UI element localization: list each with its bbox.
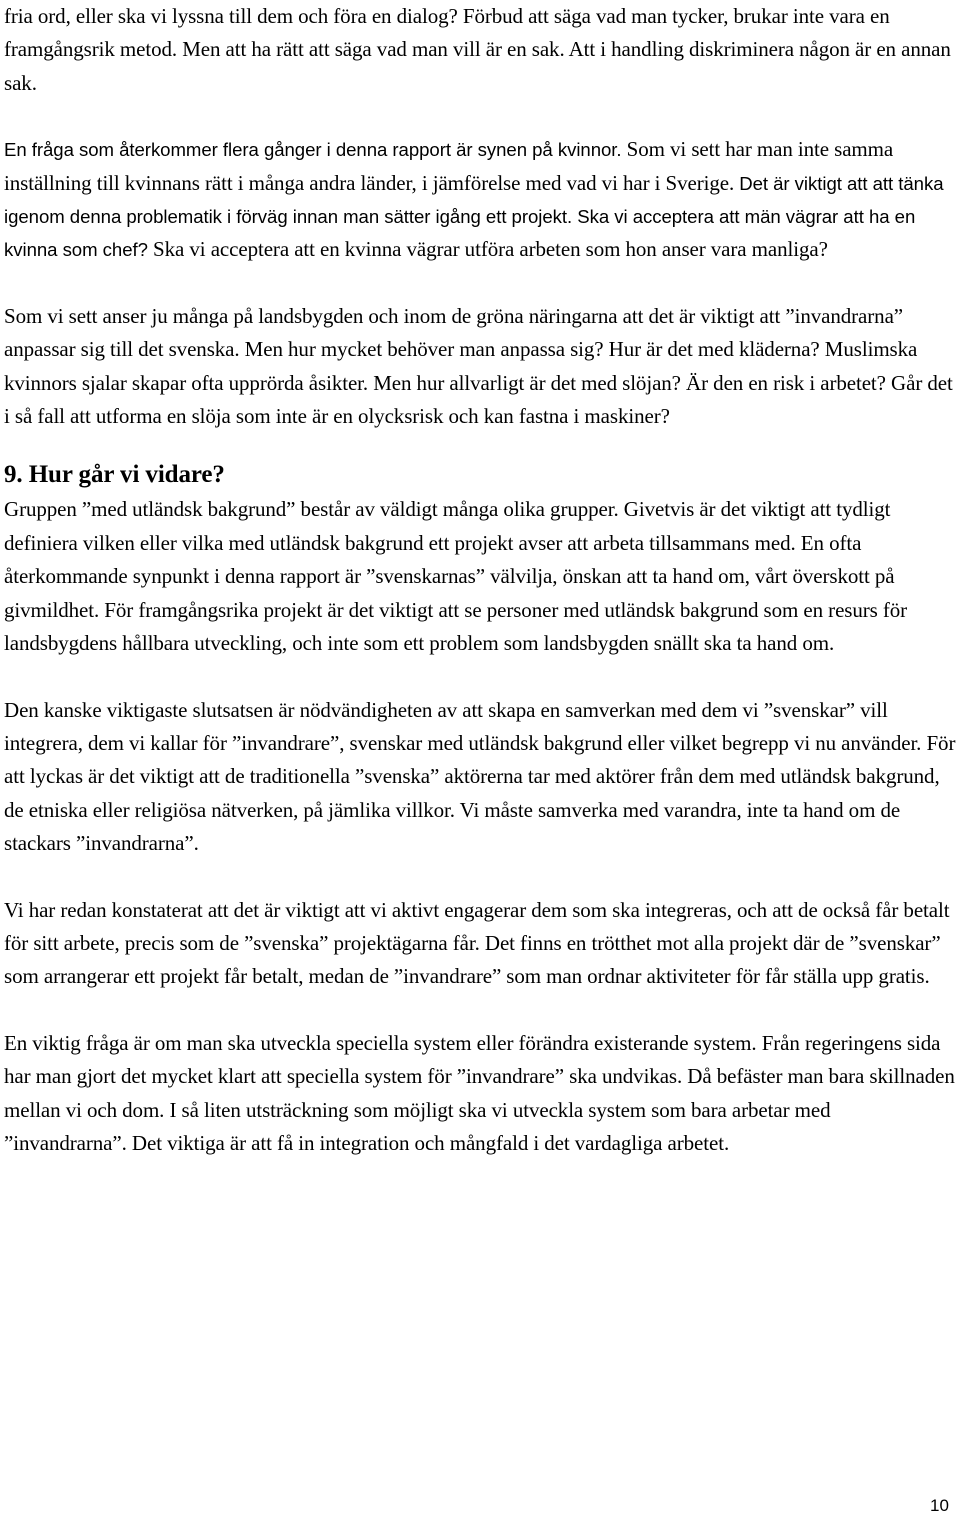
paragraph-spacer	[4, 994, 956, 1027]
paragraph-conclusion: Den kanske viktigaste slutsatsen är nödvändigheten av att skapa en samverkan med dem vi ”svenskar” vill integrera, dem vi kallar för ”invandrare”, svenskar med utländsk bakgrund eller vilket begrepp vi nu använder. För att lyckas är det viktigt att de traditionella ”svenska” aktörerna tar med aktörer från dem med utländsk bakgrund, de etniska eller religiösa nätverken, på jämlika villkor. Vi måste samverka med varandra, inte ta hand om de stackars ”invandrarna”.	[4, 697, 956, 856]
paragraph-systems: En viktig fråga är om man ska utveckla speciella system eller förändra existerande system. Från regeringens sida har man gjort det mycket klart att speciella system för ”invandrare” ska undvikas. Då befäster man bara skillnaden mellan vi och dom. I så liten utsträckning som möjligt ska vi utveckla system som bara arbetar med ”invandrarna”. Det viktiga är att få in integration och mångfald i det vardagliga arbetet.	[4, 1030, 955, 1155]
paragraph-paid-work: Vi har redan konstaterat att det är viktigt att vi aktivt engagerar dem som ska integreras, och att de också får betalt för sitt arbete, precis som de ”svenska” projektägarna får. Det finns en trötthet mot alla projekt där de ”svenskar” som arrangerar ett projekt får betalt, medan de ”invandrare” som man ordnar aktiviteter för får ställa upp gratis.	[4, 897, 950, 989]
paragraph-women-part-d: Ska vi acceptera att en kvinna vägrar utföra arbeten som hon anser vara manliga?	[147, 237, 828, 262]
paragraph-women-part-c: Det är viktigt att att tänka igenom denna problematik i förväg innan man sätter igång ett projekt. Ska vi acceptera att män vägrar att ha en kvinna som chef?	[4, 172, 944, 261]
paragraph-women-part-b: Som vi sett har man inte samma inställning till kvinnans rätt i många andra länder, i jämförelse med vad vi har i Sverige.	[4, 137, 894, 195]
paragraph-spacer	[4, 100, 956, 133]
paragraph-women	[4, 133, 956, 267]
paragraph-group-background: Gruppen ”med utländsk bakgrund” består av väldigt många olika grupper. Givetvis är det viktigt att tydligt definiera vilken eller vilka med utländsk bakgrund ett projekt avser att arbeta tillsammans med. En ofta återkommande synpunkt i denna rapport är ”svenskarnas” välvilja, önskan att ta hand om, vårt överskott på givmildhet. För framgångsrika projekt är det viktigt att se personer med utländsk bakgrund som en resurs för landsbygdens hållbara utveckling, och inte som ett problem som landsbygden snällt ska ta hand om.	[4, 497, 908, 656]
paragraph-women-part-a: En fråga som återkommer flera gånger i denna rapport är synen på kvinnor.	[4, 139, 622, 161]
paragraph-spacer	[4, 661, 956, 694]
paragraph-rural: Som vi sett anser ju många på landsbygden och inom de gröna näringarna att det är viktigt att ”invandrarna” anpassar sig till det svenska. Men hur mycket behöver man anpassa sig? Hur är det med kläderna? Muslimska kvinnors sjalar skapar ofta upprörda åsikter. Men hur allvarligt är det med slöjan? Är den en risk i arbetet? Går det i så fall att utforma en slöja som inte är en olycksrisk och kan fastna i maskiner?	[4, 303, 953, 429]
paragraph-free-speech: fria ord, eller ska vi lyssna till dem och föra en dialog? Förbud att säga vad man tycker, brukar inte vara en framgångsrik metod. Men att ha rätt att säga vad man vill är en sak. Att i handling diskriminera någon är en annan sak.	[4, 4, 951, 95]
page-number: 10	[930, 1496, 949, 1515]
paragraph-spacer	[4, 433, 956, 457]
paragraph-spacer	[4, 267, 956, 300]
paragraph-spacer	[4, 861, 956, 894]
document-page	[4, 0, 956, 1160]
section-heading: 9. Hur går vi vidare?	[4, 461, 225, 489]
